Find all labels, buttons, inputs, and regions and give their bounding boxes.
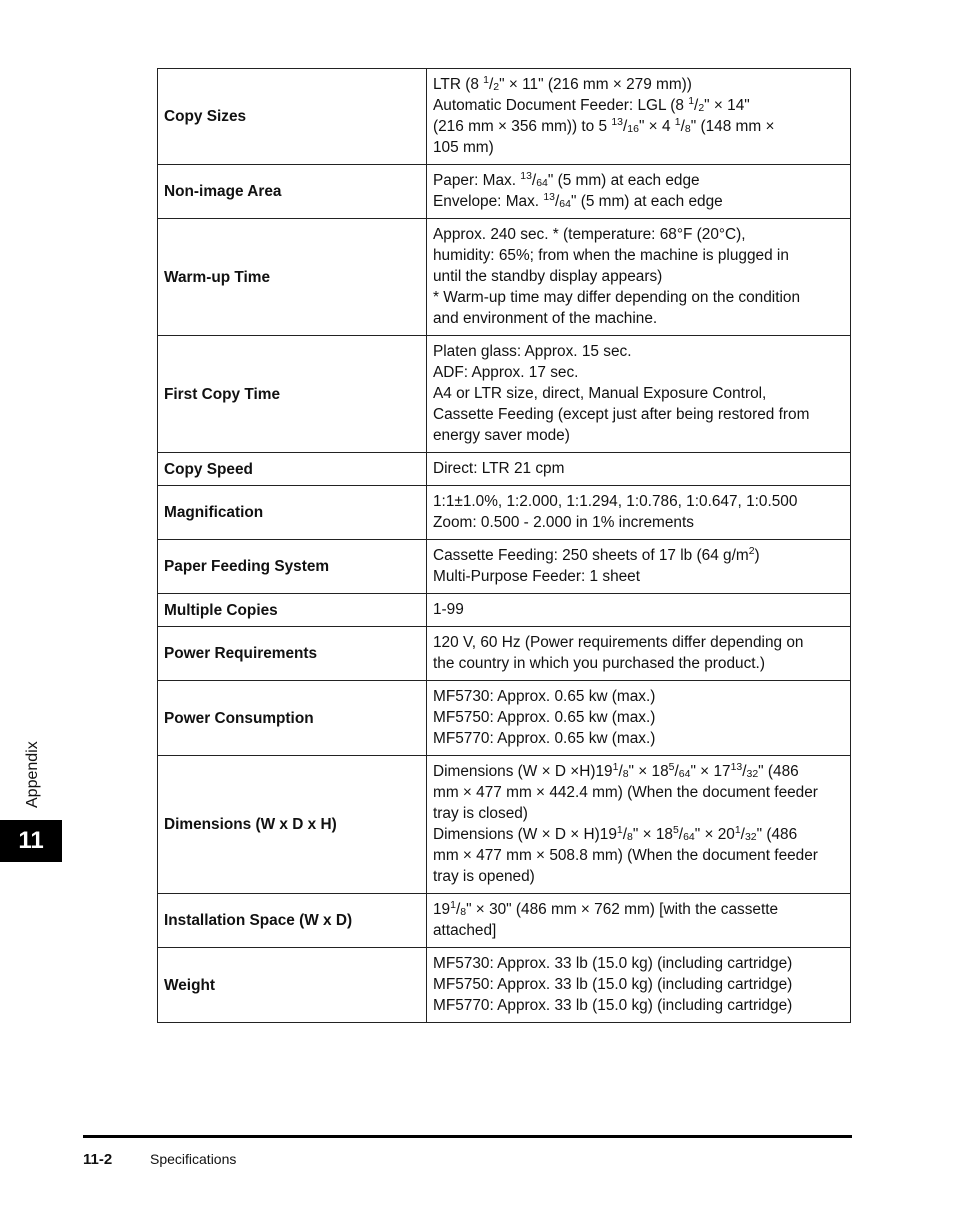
- spec-row: [158, 540, 851, 594]
- spec-label: Copy Sizes: [158, 69, 427, 165]
- spec-row: [158, 219, 851, 336]
- spec-value-line: ADF: Approx. 17 sec.: [433, 364, 579, 381]
- spec-value-line: 120 V, 60 Hz (Power requirements differ depending on: [433, 634, 804, 651]
- spec-value-line: MF5750: Approx. 33 lb (15.0 kg) (including cartridge): [433, 976, 793, 993]
- page-number: 11-2: [83, 1151, 113, 1168]
- spec-value: [427, 540, 851, 594]
- spec-value-line: Cassette Feeding (except just after being restored from: [433, 406, 810, 423]
- spec-value-line: MF5770: Approx. 0.65 kw (max.): [433, 730, 656, 747]
- spec-value: [427, 69, 851, 165]
- spec-row: [158, 336, 851, 453]
- spec-value-line: MF5770: Approx. 33 lb (15.0 kg) (including cartridge): [433, 997, 793, 1014]
- spec-value-line: Approx. 240 sec. * (temperature: 68°F (20°C),: [433, 226, 746, 243]
- chapter-number-tab: 11: [0, 820, 62, 862]
- spec-value-line: Automatic Document Feeder: LGL (8 $^1/_2$" × 14": [433, 96, 750, 115]
- spec-label: Power Consumption: [158, 681, 427, 756]
- specifications-table: [157, 68, 851, 1023]
- spec-row: [158, 894, 851, 948]
- spec-value-line: Multi-Purpose Feeder: 1 sheet: [433, 568, 641, 585]
- spec-label: Paper Feeding System: [158, 540, 427, 594]
- spec-value-line: Paper: Max. $^{13}/_{64}$" (5 mm) at each edge: [433, 171, 700, 190]
- spec-label: Non-image Area: [158, 165, 427, 219]
- spec-label: Installation Space (W x D): [158, 894, 427, 948]
- spec-row: [158, 486, 851, 540]
- footer-section-name: Specifications: [150, 1151, 237, 1167]
- spec-value-line: Direct: LTR 21 cpm: [433, 460, 565, 477]
- specifications-table-body: [158, 69, 851, 1023]
- spec-label: Multiple Copies: [158, 594, 427, 627]
- appendix-side-label: Appendix: [24, 741, 41, 808]
- spec-value-line: and environment of the machine.: [433, 310, 658, 327]
- spec-value: [427, 219, 851, 336]
- spec-row: [158, 681, 851, 756]
- spec-value-line: 1-99: [433, 601, 464, 618]
- spec-label: First Copy Time: [158, 336, 427, 453]
- spec-label: Warm-up Time: [158, 219, 427, 336]
- spec-value-line: until the standby display appears): [433, 268, 663, 285]
- spec-value: [427, 594, 851, 627]
- spec-value-line: LTR (8 $^1/_2$" × 11" (216 mm × 279 mm)): [433, 75, 692, 94]
- spec-value-line: 1:1±1.0%, 1:2.000, 1:1.294, 1:0.786, 1:0.647, 1:0.500: [433, 493, 798, 510]
- spec-value-line: $19^1/_8$" × 30" (486 mm × 762 mm) [with the cassette: [433, 900, 779, 919]
- spec-value-line: mm × 477 mm × 508.8 mm) (When the document feeder: [433, 847, 818, 864]
- spec-value-line: humidity: 65%; from when the machine is plugged in: [433, 247, 789, 264]
- spec-value: [427, 948, 851, 1023]
- spec-value-line: Dimensions $(W \times D \times H)19^1/_8$" × $18^5/_{64}$" × $17^{13}/_{32}$" (486: [433, 762, 799, 781]
- spec-value-line: MF5730: Approx. 33 lb (15.0 kg) (including cartridge): [433, 955, 793, 972]
- spec-value-line: MF5730: Approx. 0.65 kw (max.): [433, 688, 656, 705]
- spec-value: [427, 486, 851, 540]
- spec-row: [158, 69, 851, 165]
- spec-value-line: (216 mm × 356 mm)) to 5 $^{13}/_{16}$" × 4 $^1/_8$" (148 mm ×: [433, 117, 775, 136]
- spec-label: Magnification: [158, 486, 427, 540]
- spec-value-line: the country in which you purchased the product.): [433, 655, 765, 672]
- spec-value: [427, 165, 851, 219]
- spec-label: Weight: [158, 948, 427, 1023]
- spec-row: [158, 948, 851, 1023]
- spec-value: [427, 336, 851, 453]
- spec-value: [427, 756, 851, 894]
- footer-rule: [83, 1135, 852, 1138]
- spec-value-line: Cassette Feeding: 250 sheets of 17 lb (64 $g/m^2$): [433, 546, 760, 564]
- spec-value-line: tray is opened): [433, 868, 535, 885]
- spec-value: [427, 453, 851, 486]
- spec-value-line: 105 mm): [433, 139, 494, 156]
- spec-row: [158, 453, 851, 486]
- spec-row: [158, 756, 851, 894]
- spec-label: Power Requirements: [158, 627, 427, 681]
- spec-value-line: * Warm-up time may differ depending on the condition: [433, 289, 801, 306]
- spec-value-line: Platen glass: Approx. 15 sec.: [433, 343, 632, 360]
- spec-label: Dimensions (W x D x H): [158, 756, 427, 894]
- spec-value: [427, 681, 851, 756]
- spec-value-line: A4 or LTR size, direct, Manual Exposure Control,: [433, 385, 767, 402]
- spec-value: [427, 894, 851, 948]
- spec-row: [158, 627, 851, 681]
- spec-value-line: mm × 477 mm × 442.4 mm) (When the document feeder: [433, 784, 818, 801]
- spec-value: [427, 627, 851, 681]
- spec-value-line: Envelope: Max. $^{13}/_{64}$" (5 mm) at each edge: [433, 192, 723, 211]
- spec-value-line: attached]: [433, 922, 497, 939]
- spec-value-line: MF5750: Approx. 0.65 kw (max.): [433, 709, 656, 726]
- spec-value-line: Dimensions $(W \times D \times H)19^1/_8$" × $18^5/_{64}$" × $20^1/_{32}$" (486: [433, 825, 798, 844]
- spec-value-line: tray is closed): [433, 805, 528, 822]
- spec-label: Copy Speed: [158, 453, 427, 486]
- spec-row: [158, 594, 851, 627]
- spec-value-line: energy saver mode): [433, 427, 570, 444]
- spec-value-line: Zoom: 0.500 - 2.000 in 1% increments: [433, 514, 694, 531]
- spec-row: [158, 165, 851, 219]
